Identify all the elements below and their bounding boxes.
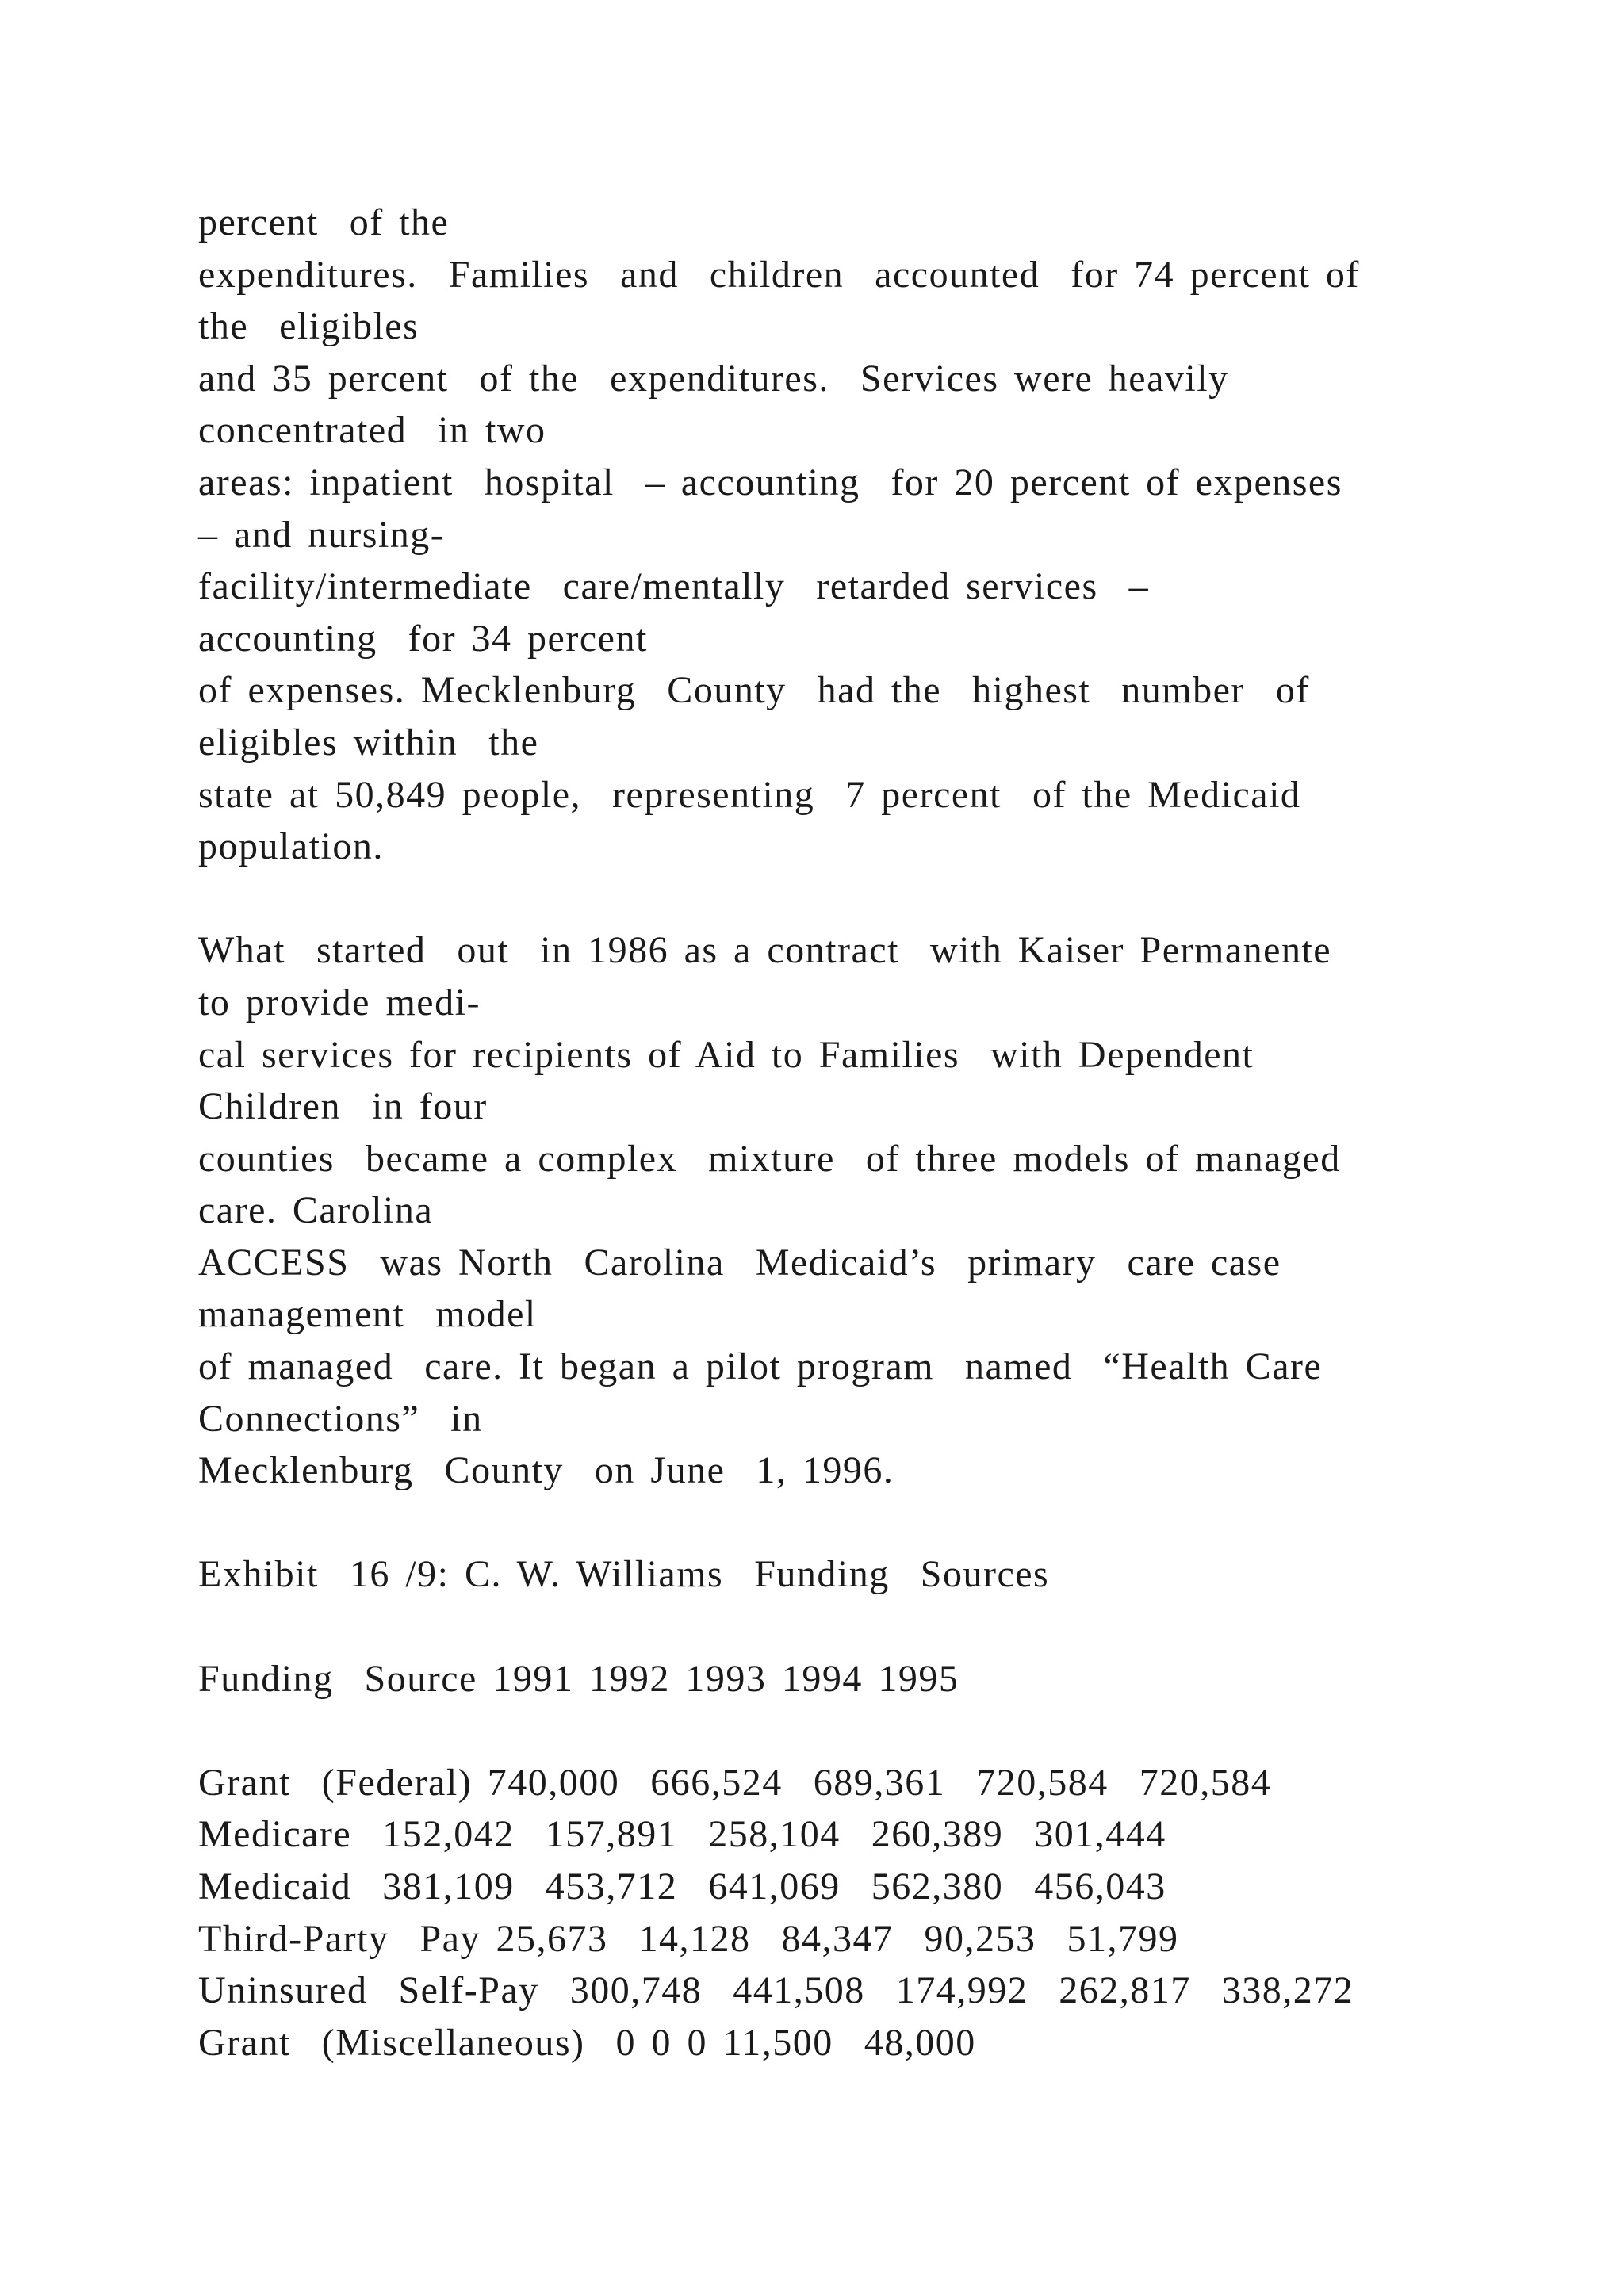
- text-line: ACCESS was North Carolina Medicaid’s primary care case: [198, 1241, 1281, 1284]
- table-row: Grant (Miscellaneous) 0 0 0 11,500 48,000: [198, 2021, 976, 2064]
- text-line: and 35 percent of the expenditures. Services were heavily: [198, 357, 1229, 400]
- document-text: [198, 197, 1546, 2068]
- text-line: accounting for 34 percent: [198, 617, 648, 660]
- text-line: to provide medi-: [198, 981, 481, 1024]
- text-line: counties became a complex mixture of three models of managed: [198, 1137, 1341, 1180]
- text-line: state at 50,849 people, representing 7 percent of the Medicaid: [198, 773, 1301, 816]
- paragraph-spacer: [198, 1705, 1546, 1757]
- text-line: expenditures. Families and children accounted for 74 percent of: [198, 253, 1360, 296]
- paragraph-managed-care-history: [198, 924, 1546, 1497]
- table-row: Grant (Federal) 740,000 666,524 689,361 720,584 720,584: [198, 1761, 1272, 1804]
- text-line: Connections” in: [198, 1397, 483, 1440]
- table-row: Medicaid 381,109 453,712 641,069 562,380 456,043: [198, 1866, 1166, 1908]
- paragraph-spacer: [198, 1497, 1546, 1549]
- text-line: eligibles within the: [198, 721, 539, 763]
- exhibit-title: Exhibit 16 /9: C. W. Williams Funding Sources: [198, 1553, 1050, 1596]
- text-line: concentrated in two: [198, 409, 546, 452]
- text-line: population.: [198, 825, 384, 868]
- text-line: cal services for recipients of Aid to Families with Dependent: [198, 1033, 1254, 1076]
- paragraph-spacer: [198, 1601, 1546, 1653]
- text-line: facility/intermediate care/mentally retarded services –: [198, 565, 1150, 608]
- funding-table: [198, 1757, 1546, 2069]
- text-line: the eligibles: [198, 305, 419, 348]
- paragraph-spacer: [198, 873, 1546, 925]
- text-line: What started out in 1986 as a contract with Kaiser Permanente: [198, 929, 1332, 972]
- text-line: percent of the: [198, 201, 450, 243]
- text-line: of expenses. Mecklenburg County had the highest number of: [198, 669, 1310, 712]
- table-header: Funding Source 1991 1992 1993 1994 1995: [198, 1657, 959, 1700]
- table-row: Uninsured Self-Pay 300,748 441,508 174,992 262,817 338,272: [198, 1969, 1354, 2012]
- text-line: Mecklenburg County on June 1, 1996.: [198, 1449, 894, 1492]
- text-line: of managed care. It began a pilot program named “Health Care: [198, 1345, 1323, 1388]
- table-row: Medicare 152,042 157,891 258,104 260,389 301,444: [198, 1813, 1166, 1856]
- text-line: Children in four: [198, 1085, 488, 1128]
- text-line: areas: inpatient hospital – accounting for 20 percent of expenses: [198, 461, 1342, 503]
- text-line: care. Carolina: [198, 1189, 434, 1232]
- text-line: – and nursing-: [198, 513, 445, 556]
- text-line: management model: [198, 1293, 537, 1336]
- paragraph-medicaid-expenditures: [198, 197, 1546, 873]
- table-row: Third-Party Pay 25,673 14,128 84,347 90,253 51,799: [198, 1917, 1179, 1960]
